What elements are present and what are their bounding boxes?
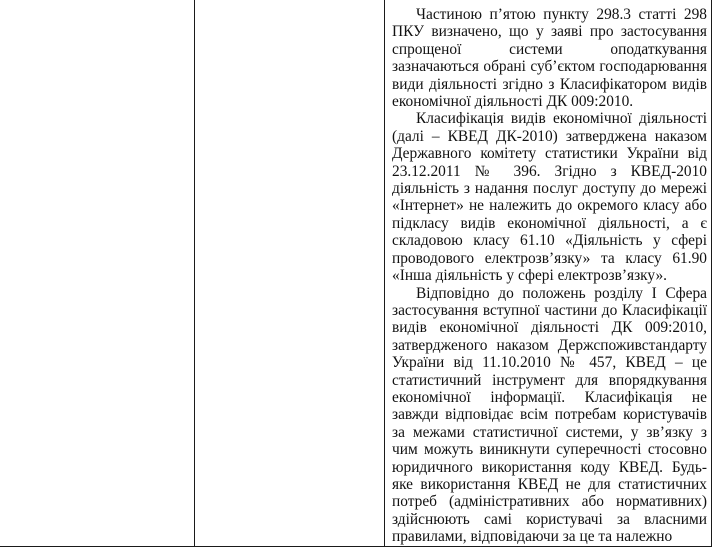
- table-cell-left: [0, 0, 195, 546]
- paragraph-2: Класифікація видів економічної діяльності (далі – КВЕД ДК-2010) затверджена наказом Державного комітету статистики України від 23.12.2011 № 396. Згідно з КВЕД-2010 діяльність з надання послуг доступу до мережі «Інтернет» не належить до окремого класу або підкласу видів економічної діяльності, а є складовою класу 61.10 «Діяльність у сфері проводового електрозв’язку» та класу 61.90 «Інша діяльність у сфері електрозв’язку».: [392, 110, 707, 285]
- paragraph-1: Частиною п’ятою пункту 298.3 статті 298 ПКУ визначено, що у заяві про застосування спрощеної системи оподаткування зазначаються обрані суб’єктом господарювання види діяльності згідно з Класифікатором видів економічної діяльності ДК 009:2010.: [392, 6, 707, 111]
- table-cell-right: [385, 0, 712, 546]
- empty-cell-content: [195, 0, 384, 485]
- table-cell-middle: [195, 0, 385, 546]
- paragraph-3: Відповідно до положень розділу І Сфера застосування вступної частини до Класифікації видів економічної діяльності ДК 009:2010, затвердженого наказом Держспоживстандарту України від 11.10.2010 № 457, КВЕД – це статистичний інструмент для впорядкування економічної інформації. Класифікація не завжди відповідає всім потребам користувачів за межами статистичної системи, у зв’язку з чим можуть виникнути суперечності стосовно юридичного використання коду КВЕД. Будь-яке використання КВЕД не для статистичних потреб (адміністративних або нормативних) здійснюють самі користувачі за власними правилами, відповідаючи за це та належно: [392, 284, 707, 546]
- empty-cell-content: [0, 0, 194, 485]
